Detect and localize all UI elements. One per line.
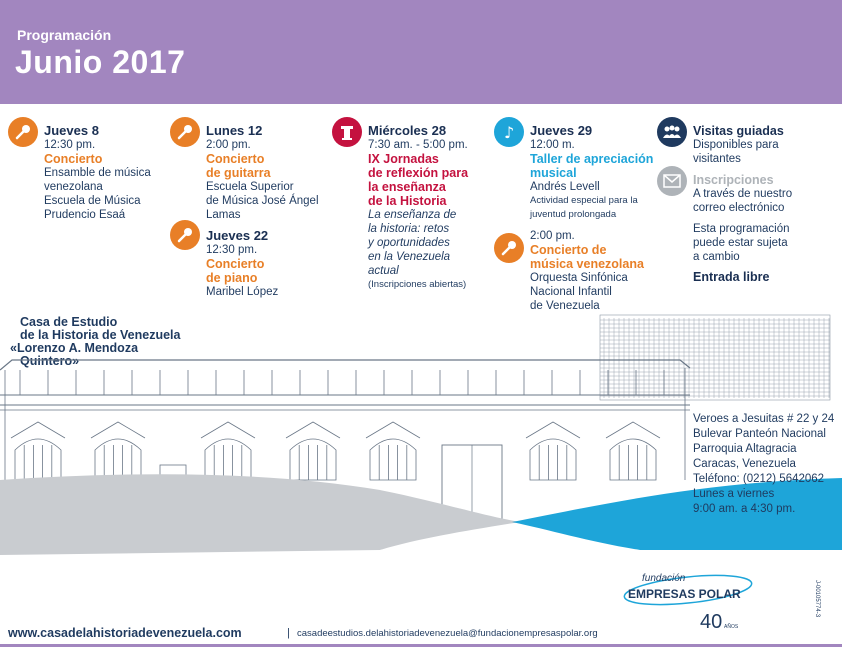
insc-line: correo electrónico: [693, 202, 785, 214]
event-line: de Venezuela: [530, 300, 600, 312]
event-line: Orquesta Sinfónica: [530, 272, 628, 284]
music-note-icon: [494, 117, 524, 147]
mail-icon: [657, 166, 687, 196]
event-line: Escuela de Música: [44, 195, 141, 207]
header-title: Junio 2017: [15, 44, 186, 80]
event-type: Concierto: [206, 257, 265, 271]
event-line: actual: [368, 265, 399, 277]
inscripciones: [693, 173, 833, 215]
event-line: Maribel López: [206, 286, 279, 298]
footer-separator: |: [287, 627, 290, 639]
email-link[interactable]: casadeestudios.delahistoriadevenezuela@fundacionempresaspolar.org: [297, 628, 598, 639]
event-type: de la Historia: [368, 194, 447, 208]
insc-title: Inscripciones: [693, 173, 774, 187]
event-day: Miércoles 28: [368, 123, 447, 138]
registry-code: J-00105774-3: [814, 580, 820, 618]
event-jueves-22: [206, 229, 336, 299]
event-miercoles-28: [368, 124, 493, 292]
event-type: IX Jornadas: [368, 152, 439, 166]
visitas-title: Visitas guiadas: [693, 124, 784, 138]
event-time: 2:00 pm.: [530, 230, 575, 242]
event-time: 12:00 m.: [530, 139, 575, 151]
casa-line: Casa de Estudio: [20, 315, 118, 329]
event-line: de Música José Ángel: [206, 195, 319, 207]
visitas-guiadas: [693, 124, 833, 166]
event-time: 2:00 pm.: [206, 139, 251, 151]
visitas-line: Disponibles para: [693, 139, 779, 151]
event-line: Lamas: [206, 209, 241, 221]
event-jueves-29: [530, 124, 670, 222]
event-type: de piano: [206, 271, 258, 285]
microphone-icon: [170, 117, 200, 147]
entrada-text: Entrada libre: [693, 270, 770, 284]
event-day: Jueves 8: [44, 123, 99, 138]
header-subtitle: Programación: [17, 27, 112, 43]
address-line: Lunes a viernes: [693, 488, 775, 500]
event-line: Escuela Superior: [206, 181, 294, 193]
event-type: Concierto de: [530, 243, 607, 257]
event-line: Ensamble de música: [44, 167, 151, 179]
event-day: Jueves 29: [530, 123, 593, 138]
svg-text:♪: ♪: [504, 123, 515, 141]
event-type: de reflexión para: [368, 166, 469, 180]
casa-line: de la Historia de Venezuela: [20, 328, 181, 342]
logo-number: 40: [700, 611, 723, 633]
prog-line: Esta programación: [693, 223, 790, 235]
address-line: Bulevar Panteón Nacional: [693, 428, 826, 440]
casa-line: «Lorenzo A. Mendoza: [10, 341, 139, 355]
event-jueves-8: [44, 124, 172, 222]
event-line: y oportunidades: [368, 237, 450, 249]
event-day: Lunes 12: [206, 123, 263, 138]
programacion-nota: [693, 222, 833, 264]
event-note: (Inscripciones abiertas): [368, 279, 467, 290]
grid-lines: [600, 318, 830, 398]
logo-fundacion: fundación: [642, 573, 686, 584]
prog-line: a cambio: [693, 251, 740, 263]
event-time: 12:30 pm.: [206, 244, 258, 256]
event-type: música venezolana: [530, 257, 644, 271]
event-time: 7:30 am. - 5:00 pm.: [368, 139, 468, 151]
address-line: Parroquia Altagracia: [693, 443, 797, 455]
prog-line: puede estar sujeta: [693, 237, 788, 249]
header-banner: [0, 0, 842, 104]
event-line: en la Venezuela: [368, 251, 451, 263]
event-line: Prudencio Esaá: [44, 209, 126, 221]
footer-divider: [0, 644, 842, 647]
group-icon: [657, 117, 687, 147]
address-line: 9:00 am. a 4:30 pm.: [693, 503, 796, 515]
insc-line: A través de nuestro: [693, 188, 793, 200]
event-type: Concierto: [44, 152, 103, 166]
entrada-libre: [693, 270, 769, 284]
event-line: La enseñanza de: [368, 209, 457, 221]
address-line: Veroes a Jesuitas # 22 y 24: [693, 413, 835, 425]
event-type: de guitarra: [206, 166, 271, 180]
event-type: Concierto: [206, 152, 265, 166]
event-line: Nacional Infantil: [530, 286, 612, 298]
microphone-icon: [494, 233, 524, 263]
event-type: la enseñanza: [368, 180, 446, 194]
event-type: Taller de apreciación: [530, 152, 654, 166]
address-line: Teléfono: (0212) 5642062: [693, 473, 825, 485]
event-line: la historia: retos: [368, 223, 450, 235]
event-line: juventud prolongada: [530, 209, 617, 220]
event-lunes-12: [206, 124, 336, 222]
website-link[interactable]: www.casadelahistoriadevenezuela.com: [8, 626, 242, 640]
event-line: Actividad especial para la: [530, 195, 638, 206]
casa-line: Quintero»: [20, 354, 80, 368]
event-jueves-29-tarde: [530, 229, 675, 313]
event-time: 12:30 pm.: [44, 139, 96, 151]
logo-name: EMPRESAS POLAR: [628, 587, 741, 601]
event-type: musical: [530, 166, 577, 180]
podium-icon: [332, 117, 362, 147]
event-line: Andrés Levell: [530, 181, 600, 193]
address-block: [693, 412, 834, 517]
microphone-icon: [170, 220, 200, 250]
microphone-icon: [8, 117, 38, 147]
event-day: Jueves 22: [206, 228, 269, 243]
visitas-line: visitantes: [693, 153, 741, 165]
address-line: Caracas, Venezuela: [693, 458, 796, 470]
fundacion-empresas-polar-logo: [620, 568, 755, 636]
logo-anos: AÑOS: [724, 624, 739, 630]
event-line: venezolana: [44, 181, 103, 193]
